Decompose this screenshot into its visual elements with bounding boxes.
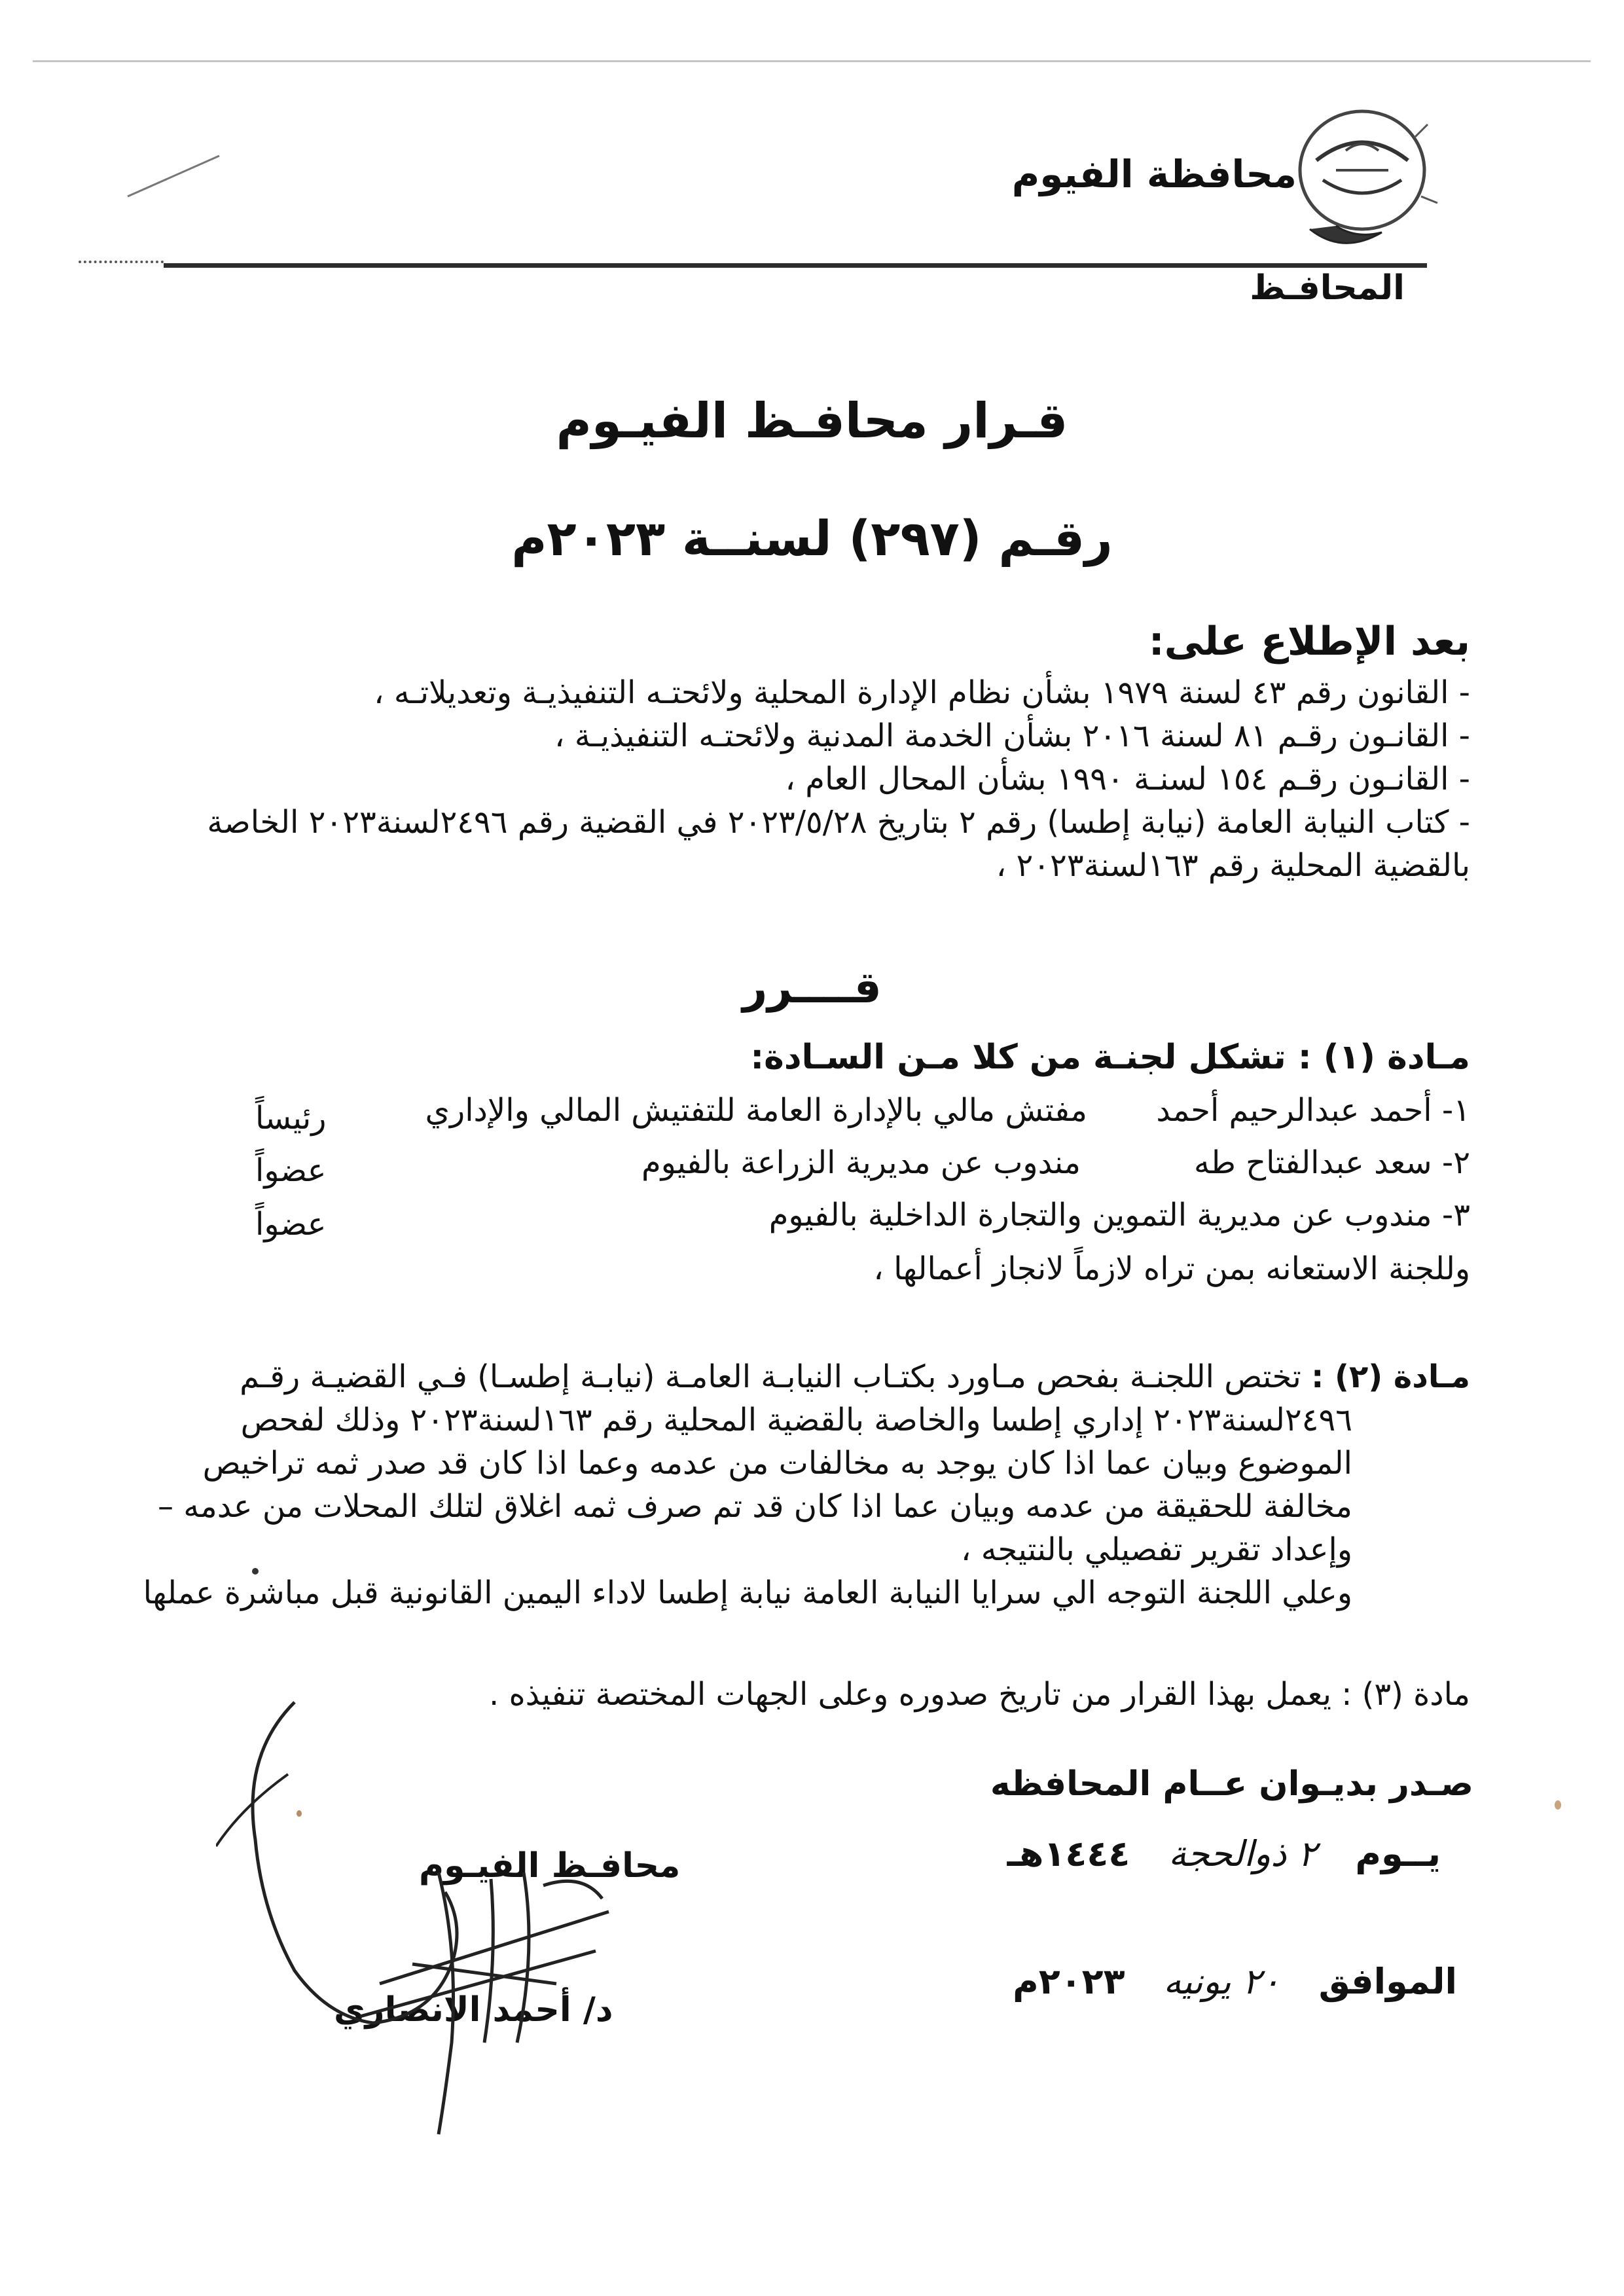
member-2-role: عضواً [255,1152,327,1189]
article-2-line: الموضوع وبيان عما اذا كان يوجد به مخالفات من عدمه وعما اذا كان قد صدر ثمه تراخيص [202,1445,1352,1482]
scan-mark [124,151,223,203]
hijri-date [1007,1833,1441,1874]
governor-title: محافـظ الفيـوم [419,1846,681,1886]
issued-at-label: صـدر بديـوان عــام المحافظه [990,1764,1473,1804]
member-3-role: عضواً [255,1206,327,1243]
gregorian-date-handwritten: ٢٠ يونيه [1163,1961,1280,2002]
member-2-desc: مندوب عن مديرية الزراعة بالفيوم [641,1144,1081,1181]
committee-note: وللجنة الاستعانه بمن تراه لازماً لانجاز أعمالها ، [873,1250,1470,1287]
scan-speck [1555,1800,1561,1810]
hijri-date-handwritten: ٢ ذوالحجة [1168,1833,1317,1874]
article-1-heading: مـادة (١) : تشكل لجنـة من كلا مـن السـادة: [750,1038,1470,1077]
hijri-date-prefix: يــوم [1355,1833,1441,1874]
article-2-line: ٢٤٩٦لسنة٢٠٢٣ إداري إطسا والخاصة بالقضية المحلية رقم ١٦٣لسنة٢٠٢٣ وذلك لفحص [240,1402,1352,1438]
gregorian-date-year: ٢٠٢٣م [1013,1961,1125,2002]
preamble-item: - القانـون رقـم ٨١ لسنة ٢٠١٦ بشأن الخدمة المدنية ولائحتـه التنفيذيـة ، [554,718,1470,754]
hijri-date-year: ١٤٤٤هـ [1007,1833,1130,1874]
member-1-name: ١- أحمد عبدالرحيم أحمد [1156,1092,1470,1129]
article-2-line: مخالفة للحقيقة من عدمه وبيان عما اذا كان قد تم صرف ثمه اغلاق لتلك المحلات من عدمه – [158,1488,1352,1525]
scan-speck [252,1568,259,1575]
preamble-item: - القانـون رقـم ١٥٤ لسنـة ١٩٩٠ بشأن المحال العام ، [785,761,1470,797]
decision-title: قـرار محافـظ الفيـوم [556,393,1068,449]
member-1-role: رئيساً [255,1100,327,1137]
article-2-line: وإعداد تقرير تفصيلي بالنتيجه ، [961,1531,1352,1568]
gregorian-date-prefix: الموافق [1318,1961,1457,2002]
member-3-name: ٣- مندوب عن مديرية التموين والتجارة الداخلية بالفيوم [768,1197,1470,1233]
header-rule-dotted [79,261,164,263]
scan-speck [297,1810,302,1817]
member-2-name: ٢- سعد عبدالفتاح طه [1193,1144,1470,1181]
decision-number: رقـم (٢٩٧) لسنــة ٢٠٢٣م [511,511,1113,567]
article-2-line: وعلي اللجنة التوجه الي سرايا النيابة العامة نيابة إطسا لاداء اليمين القانونية قبل مباشرة عملها [143,1575,1352,1611]
article-3: مادة (٣) : يعمل بهذا القرار من تاريخ صدوره وعلى الجهات المختصة تنفيذه . [488,1676,1470,1713]
article-2 [109,1355,1470,1614]
preamble-item: بالقضية المحلية رقم ١٦٣لسنة٢٠٢٣ ، [996,847,1470,884]
governor-name: د/ أحمد الانصاري [334,1990,613,2030]
preamble-list [109,671,1470,887]
preamble-item: - كتاب النيابة العامة (نيابة إطسا) رقم ٢ بتاريخ ٢٠٢٣/٥/٢٨ في القضية رقم ٢٤٩٦لسنة٢٠٢٣ الخاصة [207,804,1470,841]
governorate-emblem-icon [1284,98,1441,268]
scan-border-line [33,60,1591,62]
preamble-heading: بعد الإطلاع على: [1148,619,1470,665]
article-2-label: مـادة (٢) : [1311,1358,1470,1395]
article-2-line: تختص اللجنـة بفحص مـاورد بكتـاب النيابـة العامـة (نيابـة إطسـا) فـي القضيـة رقـم [240,1358,1301,1395]
preamble-item: - القانون رقم ٤٣ لسنة ١٩٧٩ بشأن نظام الإدارة المحلية ولائحتـه التنفيذيـة وتعديلاتـه ، [374,674,1470,711]
governorate-name: محافظة الفيوم [1011,152,1297,196]
header-rule [164,263,1427,268]
gregorian-date [1013,1961,1457,2002]
decided-heading: قــــرر [742,962,882,1013]
governor-role-label: المحافـظ [1250,268,1405,308]
governor-signature [216,1676,674,2147]
member-1-desc: مفتش مالي بالإدارة العامة للتفتيش المالي والإداري [425,1092,1087,1129]
